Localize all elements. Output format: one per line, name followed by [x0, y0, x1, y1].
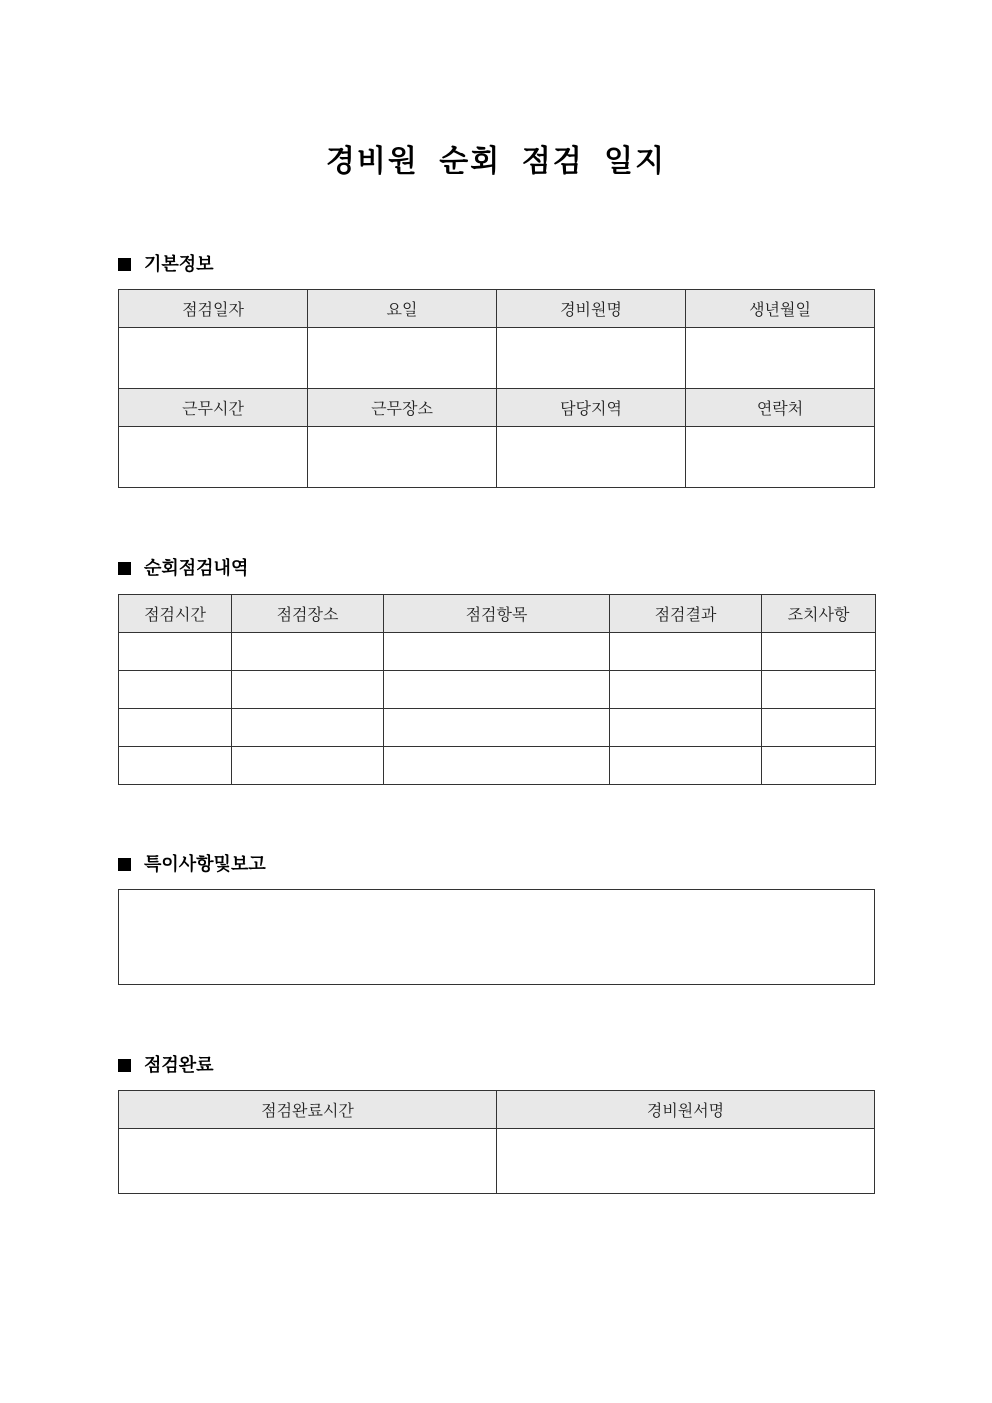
- basic-info-header-row: [119, 389, 875, 427]
- action-taken-cell[interactable]: [762, 747, 876, 785]
- contact-field[interactable]: [686, 427, 875, 488]
- square-bullet-icon: [118, 562, 131, 575]
- inspection-time-cell[interactable]: [119, 633, 232, 671]
- inspection-time-cell[interactable]: [119, 671, 232, 709]
- basic-info-input-row: [119, 427, 875, 488]
- inspection-item-cell[interactable]: [384, 709, 610, 747]
- square-bullet-icon: [118, 258, 131, 271]
- header-guard-signature: 경비원서명: [497, 1091, 875, 1129]
- section-heading-completion: [118, 1055, 214, 1077]
- section-heading-basic-info: [118, 254, 214, 276]
- basic-info-header-row: [119, 290, 875, 328]
- inspection-item-cell[interactable]: [384, 671, 610, 709]
- basic-info-table: [118, 289, 875, 488]
- header-work-place: 근무장소: [308, 389, 497, 427]
- patrol-log-table: [118, 594, 876, 785]
- page-title: 경비원 순회 점검 일지: [325, 144, 667, 179]
- inspection-place-cell[interactable]: [232, 709, 384, 747]
- patrol-header-row: [119, 595, 876, 633]
- action-taken-cell[interactable]: [762, 671, 876, 709]
- completion-time-field[interactable]: [119, 1129, 497, 1194]
- inspection-item-cell[interactable]: [384, 633, 610, 671]
- inspection-result-cell[interactable]: [610, 709, 762, 747]
- work-hours-field[interactable]: [119, 427, 308, 488]
- inspection-result-cell[interactable]: [610, 633, 762, 671]
- header-birth-date: 생년월일: [686, 290, 875, 328]
- section-heading-label: 기본정보: [144, 254, 214, 275]
- header-inspection-date: 점검일자: [119, 290, 308, 328]
- header-inspection-result: 점검결과: [610, 595, 762, 633]
- table-row: [119, 709, 876, 747]
- inspection-place-cell[interactable]: [232, 747, 384, 785]
- header-completion-time: 점검완료시간: [119, 1091, 497, 1129]
- header-assigned-area: 담당지역: [497, 389, 686, 427]
- square-bullet-icon: [118, 858, 131, 871]
- table-row: [119, 633, 876, 671]
- header-action-taken: 조치사항: [762, 595, 876, 633]
- table-row: [119, 671, 876, 709]
- section-heading-label: 순회점검내역: [144, 558, 249, 579]
- header-guard-name: 경비원명: [497, 290, 686, 328]
- header-inspection-time: 점검시간: [119, 595, 232, 633]
- basic-info-input-row: [119, 328, 875, 389]
- header-work-hours: 근무시간: [119, 389, 308, 427]
- inspection-place-cell[interactable]: [232, 671, 384, 709]
- action-taken-cell[interactable]: [762, 709, 876, 747]
- completion-input-row: [119, 1129, 875, 1194]
- inspection-place-cell[interactable]: [232, 633, 384, 671]
- square-bullet-icon: [118, 1059, 131, 1072]
- inspection-date-field[interactable]: [119, 328, 308, 389]
- day-of-week-field[interactable]: [308, 328, 497, 389]
- birth-date-field[interactable]: [686, 328, 875, 389]
- section-heading-label: 특이사항및보고: [144, 854, 266, 875]
- completion-table: [118, 1090, 875, 1194]
- table-row: [119, 747, 876, 785]
- section-heading-patrol-log: [118, 558, 248, 580]
- inspection-result-cell[interactable]: [610, 671, 762, 709]
- work-place-field[interactable]: [308, 427, 497, 488]
- header-contact: 연락처: [686, 389, 875, 427]
- guard-name-field[interactable]: [497, 328, 686, 389]
- inspection-time-cell[interactable]: [119, 747, 232, 785]
- header-inspection-item: 점검항목: [384, 595, 610, 633]
- guard-signature-field[interactable]: [497, 1129, 875, 1194]
- section-heading-label: 점검완료: [144, 1055, 214, 1076]
- completion-header-row: [119, 1091, 875, 1129]
- remarks-report-field[interactable]: [118, 889, 875, 985]
- assigned-area-field[interactable]: [497, 427, 686, 488]
- header-day-of-week: 요일: [308, 290, 497, 328]
- inspection-result-cell[interactable]: [610, 747, 762, 785]
- section-heading-remarks: [118, 854, 266, 876]
- inspection-item-cell[interactable]: [384, 747, 610, 785]
- inspection-time-cell[interactable]: [119, 709, 232, 747]
- action-taken-cell[interactable]: [762, 633, 876, 671]
- header-inspection-place: 점검장소: [232, 595, 384, 633]
